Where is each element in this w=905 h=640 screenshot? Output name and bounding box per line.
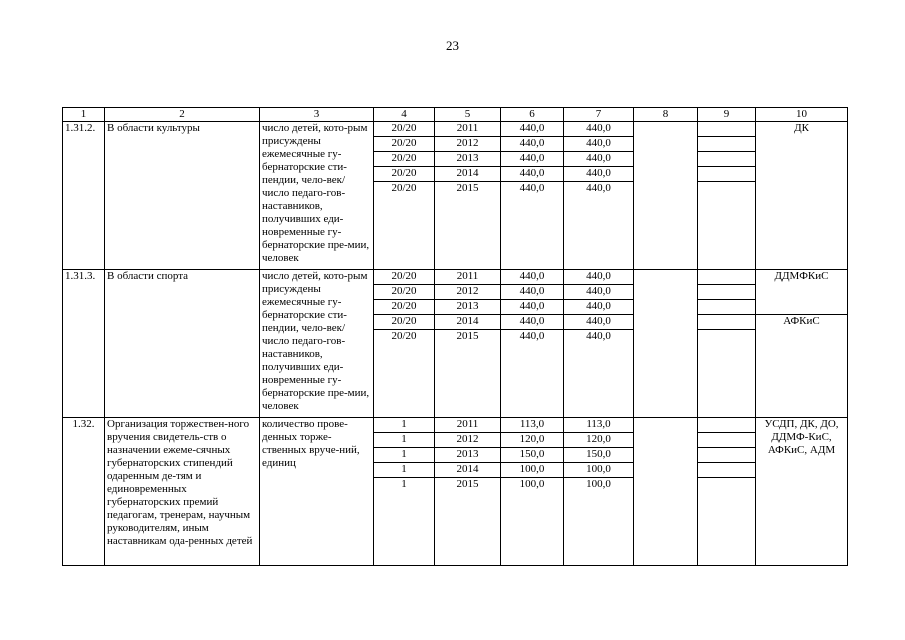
cell-c9 bbox=[698, 418, 756, 433]
table-row bbox=[63, 418, 848, 433]
cell-c6: 150,0 bbox=[501, 448, 564, 463]
cell-c9 bbox=[698, 167, 756, 182]
col-header: 4 bbox=[374, 108, 435, 122]
cell-c4: 20/20 bbox=[374, 270, 435, 285]
cell-c9 bbox=[698, 330, 756, 418]
cell-c9 bbox=[698, 182, 756, 270]
col-header: 8 bbox=[634, 108, 698, 122]
item-indicator: количество прове-денных торже-ственных вруче-ний, единиц bbox=[260, 418, 374, 566]
header-row bbox=[63, 108, 848, 122]
cell-c9 bbox=[698, 285, 756, 300]
cell-c5: 2015 bbox=[435, 182, 501, 270]
cell-c7: 440,0 bbox=[564, 182, 634, 270]
cell-c6: 440,0 bbox=[501, 122, 564, 137]
col-header: 1 bbox=[63, 108, 105, 122]
col-header: 6 bbox=[501, 108, 564, 122]
report-table bbox=[62, 107, 848, 566]
cell-c8 bbox=[634, 122, 698, 270]
cell-c6: 100,0 bbox=[501, 478, 564, 566]
cell-c6: 440,0 bbox=[501, 270, 564, 285]
cell-c4: 20/20 bbox=[374, 167, 435, 182]
item-name: Организация торжествен-ного вручения свидетель-ств о назначении ежеме-сячных губернаторских стипендий одаренным де-тям и единовременных губернаторских премий педагогам, тренерам, научным руководителям, иным наставникам ода-ренных детей bbox=[105, 418, 260, 566]
cell-c5: 2011 bbox=[435, 270, 501, 285]
cell-c5: 2013 bbox=[435, 448, 501, 463]
cell-c7: 440,0 bbox=[564, 137, 634, 152]
col-header: 9 bbox=[698, 108, 756, 122]
cell-c5: 2014 bbox=[435, 167, 501, 182]
cell-c6: 120,0 bbox=[501, 433, 564, 448]
cell-c9 bbox=[698, 463, 756, 478]
cell-c9 bbox=[698, 137, 756, 152]
item-name: В области спорта bbox=[105, 270, 260, 418]
cell-c6: 100,0 bbox=[501, 463, 564, 478]
cell-c6: 440,0 bbox=[501, 285, 564, 300]
cell-c5: 2012 bbox=[435, 285, 501, 300]
cell-c7: 120,0 bbox=[564, 433, 634, 448]
cell-c6: 440,0 bbox=[501, 167, 564, 182]
cell-c4: 20/20 bbox=[374, 330, 435, 418]
cell-c7: 440,0 bbox=[564, 167, 634, 182]
cell-c5: 2015 bbox=[435, 478, 501, 566]
cell-c6: 440,0 bbox=[501, 137, 564, 152]
cell-c7: 150,0 bbox=[564, 448, 634, 463]
table-row bbox=[63, 122, 848, 137]
cell-c7: 440,0 bbox=[564, 330, 634, 418]
item-executor: ДК bbox=[756, 122, 848, 270]
cell-c5: 2014 bbox=[435, 463, 501, 478]
col-header: 2 bbox=[105, 108, 260, 122]
cell-c9 bbox=[698, 270, 756, 285]
cell-c4: 20/20 bbox=[374, 285, 435, 300]
cell-c4: 1 bbox=[374, 448, 435, 463]
cell-c9 bbox=[698, 315, 756, 330]
item-code: 1.31.3. bbox=[63, 270, 105, 418]
cell-c5: 2014 bbox=[435, 315, 501, 330]
cell-c4: 20/20 bbox=[374, 122, 435, 137]
cell-c4: 20/20 bbox=[374, 152, 435, 167]
cell-c6: 113,0 bbox=[501, 418, 564, 433]
cell-c7: 440,0 bbox=[564, 270, 634, 285]
cell-c5: 2011 bbox=[435, 418, 501, 433]
cell-c9 bbox=[698, 152, 756, 167]
item-code: 1.32. bbox=[63, 418, 105, 566]
cell-c9 bbox=[698, 478, 756, 566]
cell-c6: 440,0 bbox=[501, 315, 564, 330]
cell-c5: 2012 bbox=[435, 433, 501, 448]
col-header: 3 bbox=[260, 108, 374, 122]
cell-c4: 20/20 bbox=[374, 182, 435, 270]
cell-c7: 440,0 bbox=[564, 122, 634, 137]
item-indicator: число детей, кото-рым присуждены ежемесячные гу-бернаторские сти-пендии, чело-век/число педаго-гов-наставников, получивших еди-новременные гу-бернаторские пре-мии, человек bbox=[260, 270, 374, 418]
col-header: 5 bbox=[435, 108, 501, 122]
cell-c6: 440,0 bbox=[501, 330, 564, 418]
page-number: 23 bbox=[446, 38, 459, 53]
cell-c9 bbox=[698, 300, 756, 315]
cell-c9 bbox=[698, 122, 756, 137]
cell-c7: 113,0 bbox=[564, 418, 634, 433]
cell-c8 bbox=[634, 418, 698, 566]
cell-c7: 100,0 bbox=[564, 478, 634, 566]
item-executor: ДДМФКиС bbox=[756, 270, 848, 315]
cell-c6: 440,0 bbox=[501, 182, 564, 270]
cell-c7: 440,0 bbox=[564, 300, 634, 315]
col-header: 10 bbox=[756, 108, 848, 122]
cell-c8 bbox=[634, 270, 698, 418]
cell-c6: 440,0 bbox=[501, 152, 564, 167]
cell-c9 bbox=[698, 433, 756, 448]
item-executor: УСДП, ДК, ДО, ДДМФ-КиС, АФКиС, АДМ bbox=[756, 418, 848, 566]
cell-c9 bbox=[698, 448, 756, 463]
cell-c5: 2012 bbox=[435, 137, 501, 152]
cell-c5: 2011 bbox=[435, 122, 501, 137]
cell-c4: 1 bbox=[374, 433, 435, 448]
cell-c6: 440,0 bbox=[501, 300, 564, 315]
cell-c4: 20/20 bbox=[374, 300, 435, 315]
col-header: 7 bbox=[564, 108, 634, 122]
cell-c4: 20/20 bbox=[374, 137, 435, 152]
cell-c4: 1 bbox=[374, 463, 435, 478]
cell-c5: 2015 bbox=[435, 330, 501, 418]
cell-c4: 1 bbox=[374, 418, 435, 433]
cell-c4: 1 bbox=[374, 478, 435, 566]
item-code: 1.31.2. bbox=[63, 122, 105, 270]
item-indicator: число детей, кото-рым присуждены ежемесячные гу-бернаторские сти-пендии, чело-век/число педаго-гов-наставников, получивших еди-новременные гу-бернаторские пре-мии, человек bbox=[260, 122, 374, 270]
item-executor-secondary: АФКиС bbox=[756, 315, 848, 418]
cell-c7: 440,0 bbox=[564, 152, 634, 167]
cell-c5: 2013 bbox=[435, 300, 501, 315]
cell-c7: 100,0 bbox=[564, 463, 634, 478]
cell-c7: 440,0 bbox=[564, 285, 634, 300]
cell-c5: 2013 bbox=[435, 152, 501, 167]
cell-c7: 440,0 bbox=[564, 315, 634, 330]
table-row bbox=[63, 270, 848, 285]
cell-c4: 20/20 bbox=[374, 315, 435, 330]
item-name: В области культуры bbox=[105, 122, 260, 270]
